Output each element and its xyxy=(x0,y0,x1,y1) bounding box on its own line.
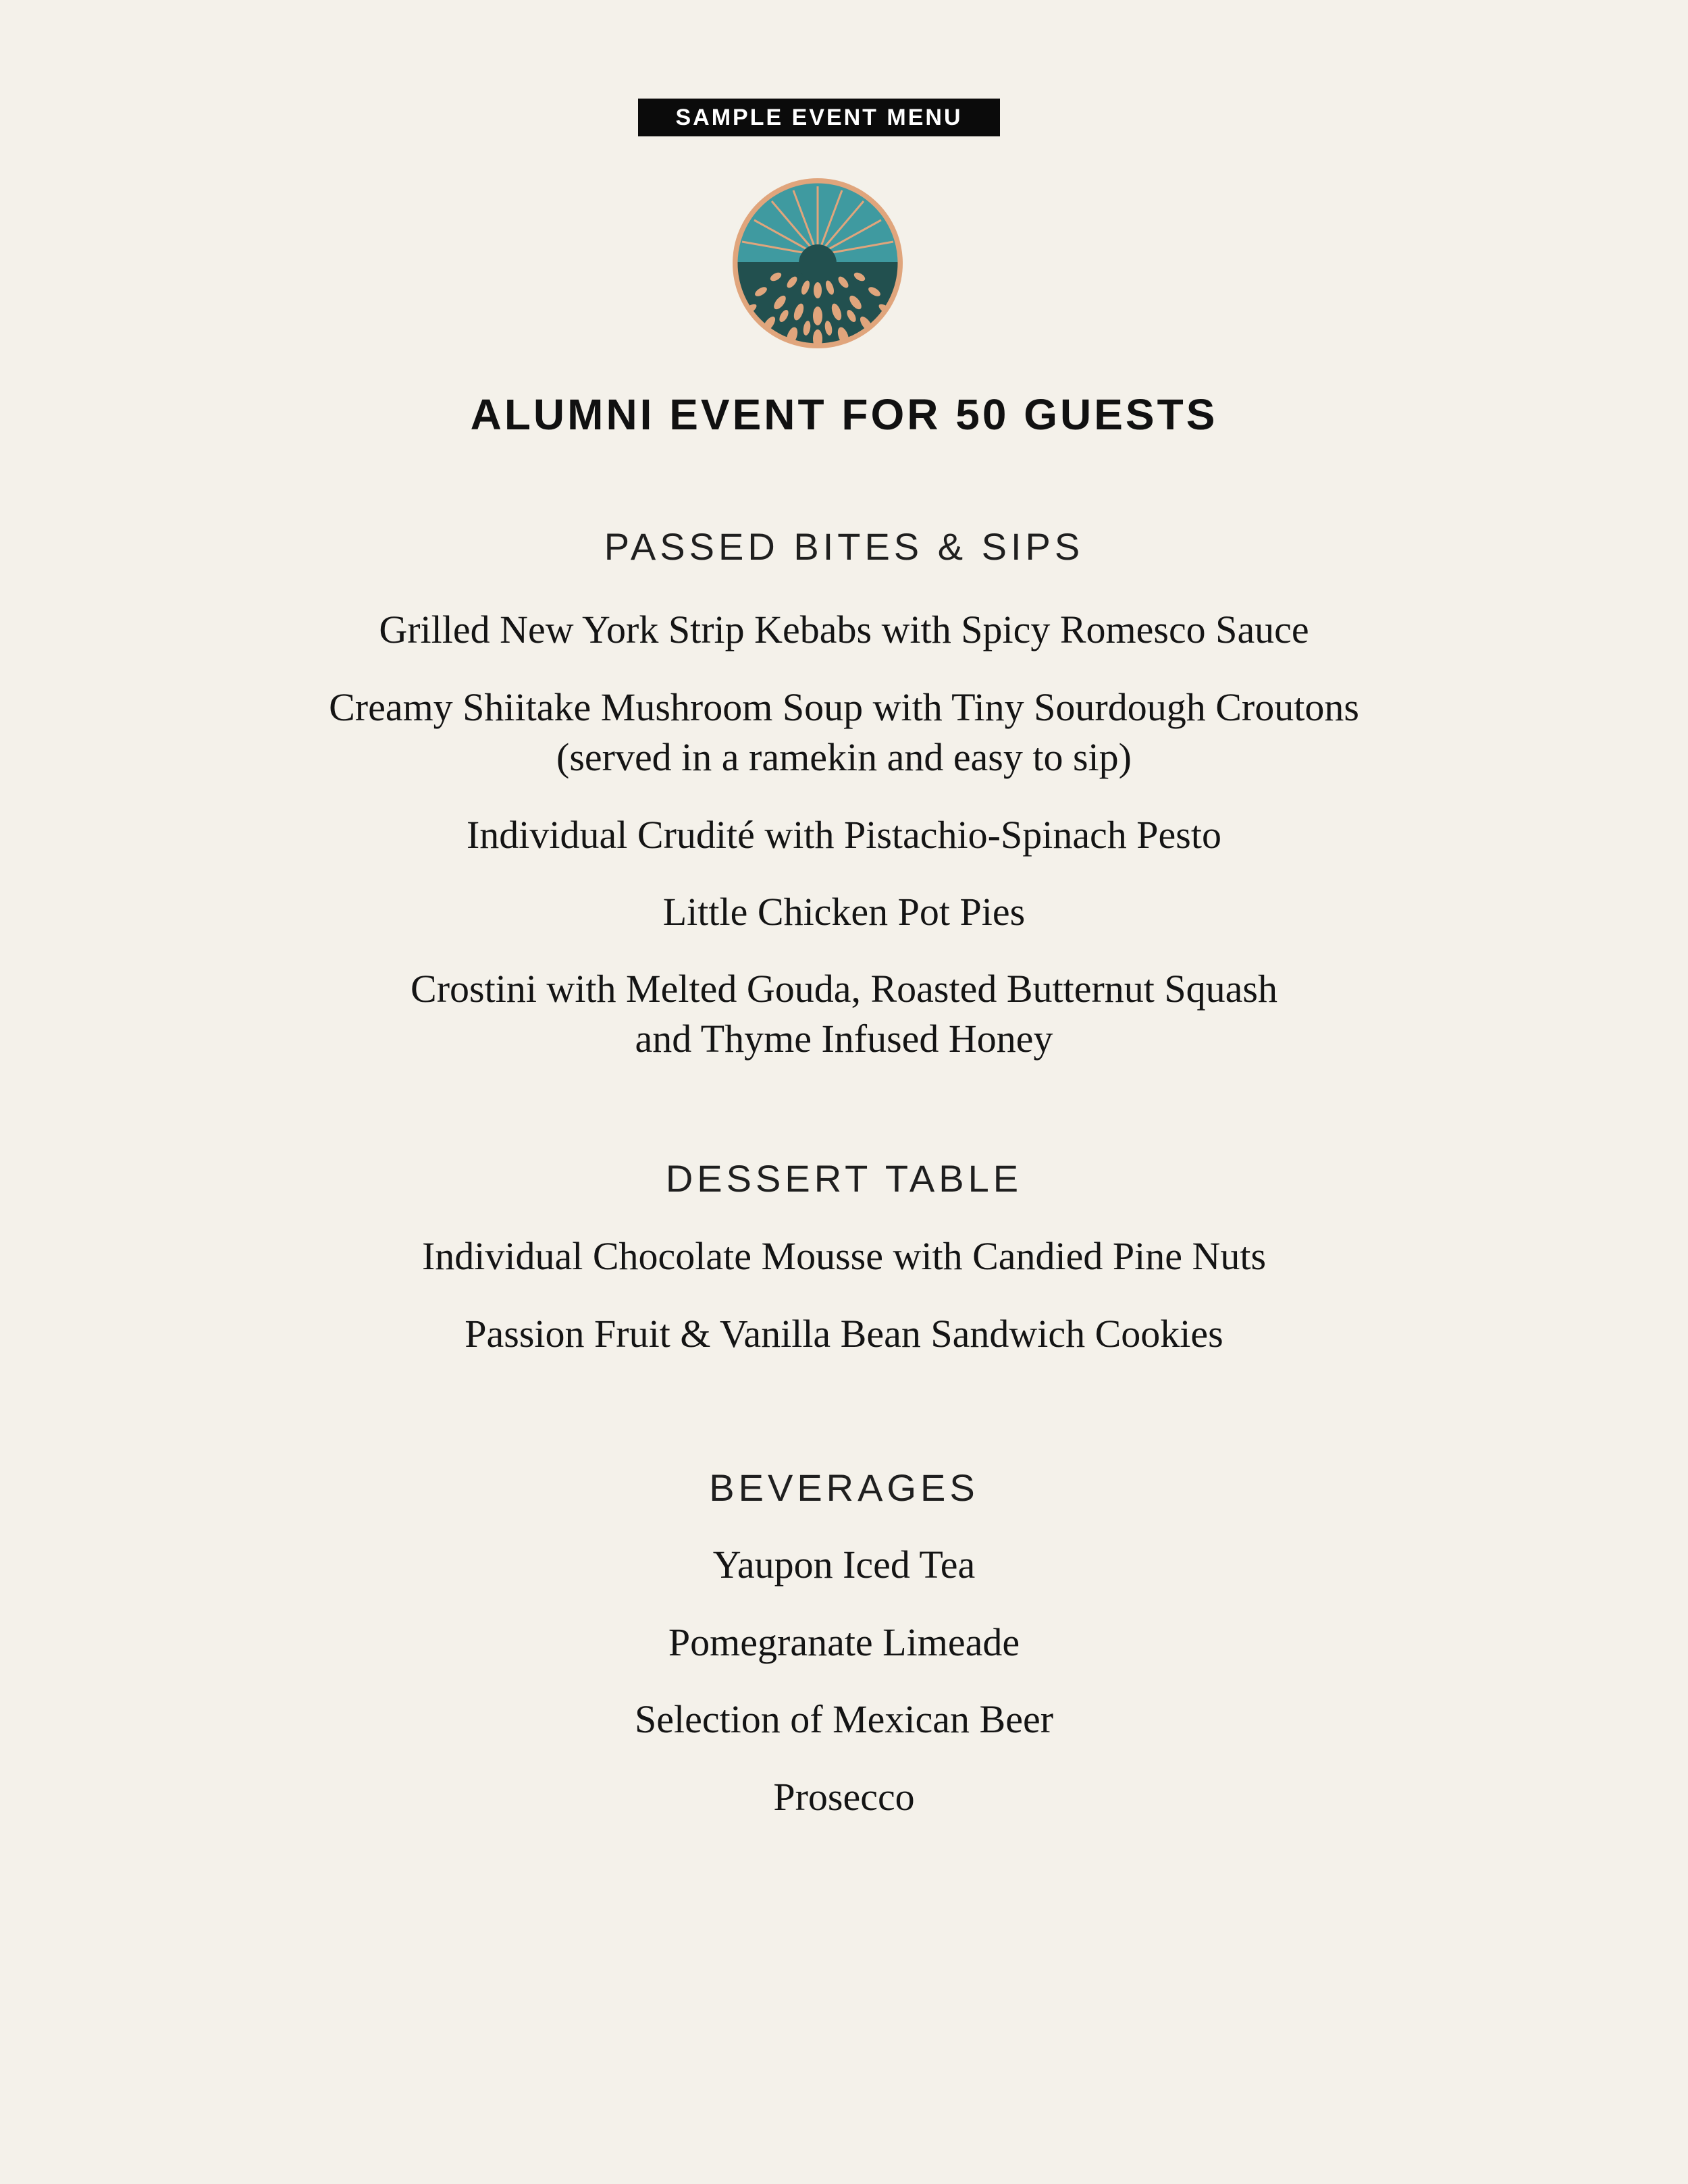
section-heading-beverages: BEVERAGES xyxy=(709,1466,979,1509)
menu-item-line: Grilled New York Strip Kebabs with Spicy Romesco Sauce xyxy=(379,608,1309,651)
menu-item-line: Selection of Mexican Beer xyxy=(634,1697,1054,1741)
menu-item xyxy=(0,1309,1688,1359)
menu-item-line: Yaupon Iced Tea xyxy=(712,1543,976,1587)
menu-item xyxy=(0,683,1688,782)
menu-item xyxy=(0,1231,1688,1281)
menu-item xyxy=(0,1618,1688,1668)
menu-item-line: Passion Fruit & Vanilla Bean Sandwich Cookies xyxy=(465,1312,1223,1356)
menu-item xyxy=(0,887,1688,937)
menu-item-line: Prosecco xyxy=(773,1775,915,1819)
menu-item-line: Pomegranate Limeade xyxy=(668,1620,1020,1664)
event-title: ALUMNI EVENT FOR 50 GUESTS xyxy=(470,390,1218,439)
menu-item-line: Crostini with Melted Gouda, Roasted Butternut Squash xyxy=(411,967,1277,1011)
menu-item-line: Creamy Shiitake Mushroom Soup with Tiny Sourdough Croutons xyxy=(329,685,1359,729)
menu-item-line: and Thyme Infused Honey xyxy=(635,1017,1053,1061)
menu-item-line: Little Chicken Pot Pies xyxy=(662,890,1026,934)
menu-item-note: (served in a ramekin and easy to sip) xyxy=(556,735,1132,779)
sample-menu-badge: SAMPLE EVENT MENU xyxy=(638,99,1000,136)
menu-item-line: Individual Crudité with Pistachio-Spinach Pesto xyxy=(466,813,1221,857)
section-heading-passed-bites: PASSED BITES & SIPS xyxy=(604,525,1084,568)
menu-item-line: Individual Chocolate Mousse with Candied Pine Nuts xyxy=(421,1234,1267,1278)
menu-item xyxy=(0,1540,1688,1590)
menu-item xyxy=(0,964,1688,1064)
menu-item xyxy=(0,810,1688,860)
menu-item xyxy=(0,1772,1688,1822)
sunrise-field-emblem-icon xyxy=(731,177,904,350)
section-heading-dessert-table: DESSERT TABLE xyxy=(665,1157,1023,1200)
menu-item xyxy=(0,605,1688,655)
menu-item xyxy=(0,1695,1688,1744)
